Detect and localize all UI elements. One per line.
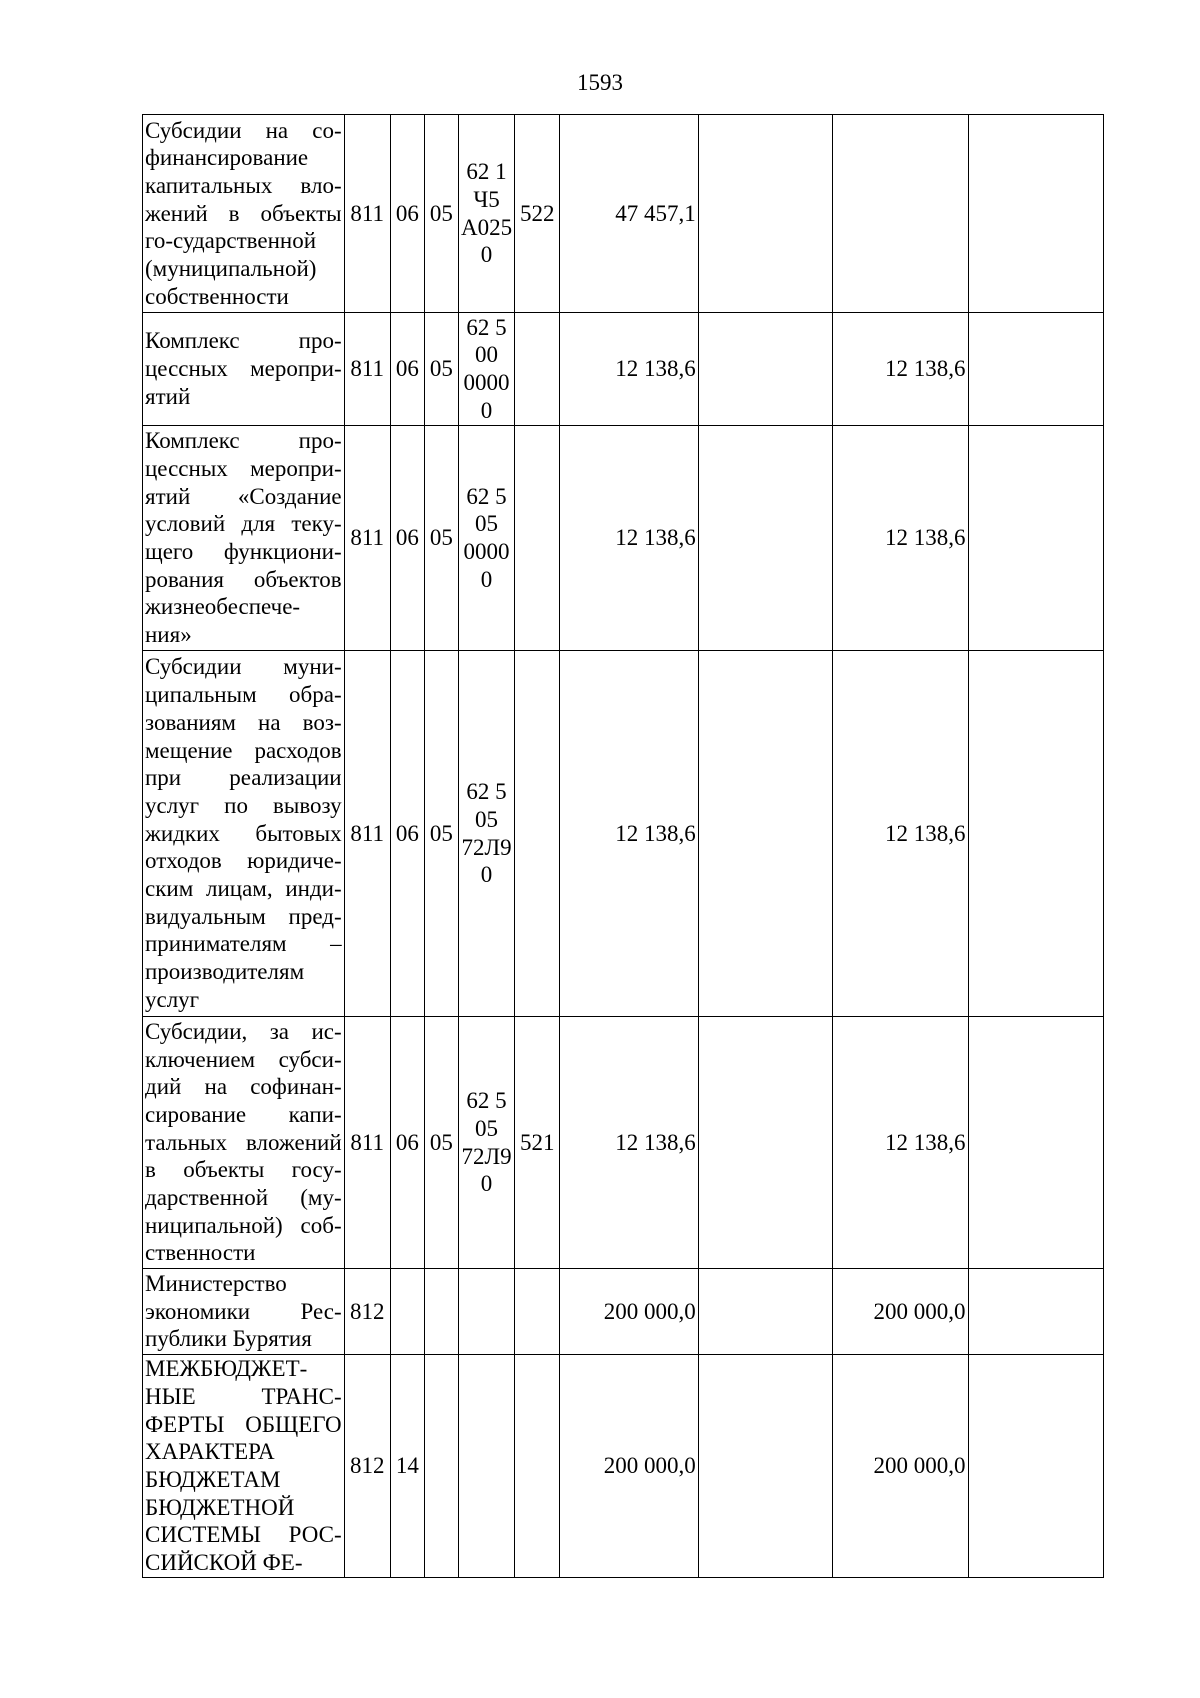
row-name-line: ния» (145, 622, 192, 648)
subsection-code: 05 (424, 115, 458, 313)
target-article-line: 0 (480, 1171, 493, 1197)
amount-total: 200 000,0 (560, 1355, 698, 1578)
row-name-line: Субсидии, за ис- (145, 1018, 342, 1044)
section-code: 06 (390, 1017, 424, 1269)
row-name-line: собственности (145, 283, 289, 309)
amount-republic: 12 138,6 (833, 426, 968, 651)
row-name (143, 426, 345, 651)
expense-type-code (515, 1355, 560, 1578)
target-article-code (458, 313, 514, 426)
expense-type-code (515, 426, 560, 651)
row-name-line: услуг (145, 986, 200, 1012)
row-name-line: го-сударственной (145, 228, 317, 254)
amount-total: 200 000,0 (560, 1269, 698, 1355)
row-name-line: ниципальной) соб- (145, 1212, 342, 1238)
expense-type-code (515, 651, 560, 1017)
row-name-line: ским лицам, инди- (145, 876, 342, 902)
target-article-line: 00 (475, 342, 499, 368)
row-name-line: производителям (145, 959, 305, 985)
target-article-code (458, 1017, 514, 1269)
glava-code: 811 (344, 1017, 390, 1269)
table-row (143, 426, 1104, 651)
row-name-line: ципальным обра- (145, 682, 342, 708)
row-name-line: (муниципальной) (145, 256, 317, 282)
row-name-line: жизнеобеспече- (145, 594, 301, 620)
amount-total: 47 457,1 (560, 115, 698, 313)
row-name-line: дарственной (му- (145, 1185, 342, 1211)
subsection-code: 05 (424, 426, 458, 651)
glava-code: 812 (344, 1355, 390, 1578)
row-name-line: ятий (145, 383, 191, 409)
row-name-line: ключением субси- (145, 1046, 342, 1072)
table-row (143, 313, 1104, 426)
target-article-line: 72Л9 (461, 1143, 512, 1169)
row-name-line: Министерство (145, 1270, 287, 1296)
target-article-line: 05 (475, 806, 499, 832)
amount-federal (698, 1355, 832, 1578)
amount-republic: 12 138,6 (833, 1017, 968, 1269)
target-article-line: 72Л9 (461, 834, 512, 860)
target-article-line: 0 (480, 397, 493, 423)
row-name-line: СИСТЕМЫ РОС- (145, 1522, 342, 1548)
row-name (143, 1355, 345, 1578)
target-article-line: 62 5 (466, 1088, 507, 1114)
target-article-code (458, 1355, 514, 1578)
row-name-line: НЫЕ ТРАНС- (145, 1383, 342, 1409)
glava-code: 811 (344, 313, 390, 426)
row-name-line: отходов юридиче- (145, 848, 342, 874)
row-name-line: цессных меропри- (145, 356, 342, 382)
target-article-line: 05 (475, 1115, 499, 1141)
amount-federal (698, 313, 832, 426)
amount-extra (968, 426, 1103, 651)
row-name-line: ХАРАКТЕРА (145, 1439, 275, 1465)
row-name-line: Комплекс про- (145, 428, 342, 454)
amount-extra (968, 651, 1103, 1017)
table-row (143, 651, 1104, 1017)
table-row (143, 1017, 1104, 1269)
target-article-code (458, 115, 514, 313)
row-name-line: жидких бытовых (145, 820, 342, 846)
row-name-line: Субсидии муни- (145, 654, 342, 680)
section-code: 14 (390, 1355, 424, 1578)
amount-extra (968, 313, 1103, 426)
row-name-line: капитальных вло- (145, 172, 342, 198)
amount-federal (698, 651, 832, 1017)
amount-extra (968, 1269, 1103, 1355)
expense-type-code (515, 313, 560, 426)
amount-federal (698, 426, 832, 651)
target-article-line: 0 (480, 566, 493, 592)
row-name-line: в объекты госу- (145, 1157, 342, 1183)
row-name-line: принимателям – (145, 931, 342, 957)
subsection-code: 05 (424, 313, 458, 426)
amount-total: 12 138,6 (560, 651, 698, 1017)
section-code: 06 (390, 426, 424, 651)
row-name-line: цессных меропри- (145, 455, 342, 481)
glava-code: 811 (344, 115, 390, 313)
row-name-line: мещение расходов (145, 737, 342, 763)
row-name-line: жений в объекты (145, 200, 342, 226)
row-name-line: при реализации (145, 765, 342, 791)
target-article-code (458, 426, 514, 651)
row-name (143, 651, 345, 1017)
target-article-line: 0 (480, 862, 493, 888)
row-name-line: МЕЖБЮДЖЕТ- (145, 1356, 308, 1382)
glava-code: 811 (344, 426, 390, 651)
row-name-line: Комплекс про- (145, 328, 342, 354)
glava-code: 811 (344, 651, 390, 1017)
amount-extra (968, 1017, 1103, 1269)
target-article-line: Ч5 (473, 186, 500, 212)
amount-republic: 200 000,0 (833, 1355, 968, 1578)
table-body (143, 115, 1104, 1578)
target-article-line: 62 5 (466, 314, 507, 340)
target-article-line: 62 5 (466, 779, 507, 805)
row-name-line: ятий «Создание (145, 483, 342, 509)
amount-federal (698, 1017, 832, 1269)
section-code: 06 (390, 313, 424, 426)
row-name (143, 1017, 345, 1269)
target-article-line: 05 (475, 511, 499, 537)
row-name-line: щего функциони- (145, 539, 342, 564)
row-name (143, 1269, 345, 1355)
section-code: 06 (390, 115, 424, 313)
target-article-code (458, 651, 514, 1017)
row-name-line: условий для теку- (145, 511, 342, 537)
expense-type-code: 522 (515, 115, 560, 313)
amount-republic: 12 138,6 (833, 651, 968, 1017)
row-name-line: услуг по вывозу (145, 792, 342, 818)
row-name-line: БЮДЖЕТАМ (145, 1467, 281, 1492)
row-name (143, 115, 345, 313)
row-name-line: финансирование (145, 145, 309, 171)
amount-total: 12 138,6 (560, 313, 698, 426)
row-name-line: экономики Рес- (145, 1298, 342, 1324)
section-code (390, 1269, 424, 1355)
target-article-line: 0000 (463, 539, 510, 564)
row-name-line: рования объектов (145, 566, 342, 592)
row-name-line: ственности (145, 1240, 256, 1266)
target-article-line: 0 (480, 242, 493, 268)
table-row (143, 1269, 1104, 1355)
expense-type-code (515, 1269, 560, 1355)
amount-total: 12 138,6 (560, 426, 698, 651)
row-name-line: ФЕРТЫ ОБЩЕГО (145, 1411, 342, 1437)
budget-table (142, 114, 1104, 1578)
table-row (143, 1355, 1104, 1578)
row-name-line: СИЙСКОЙ ФЕ- (145, 1550, 303, 1576)
subsection-code (424, 1355, 458, 1578)
amount-republic: 12 138,6 (833, 313, 968, 426)
row-name-line: БЮДЖЕТНОЙ (145, 1494, 295, 1520)
row-name-line: сирование капи- (145, 1101, 342, 1127)
target-article-line: 62 5 (466, 483, 507, 509)
row-name (143, 313, 345, 426)
subsection-code: 05 (424, 1017, 458, 1269)
amount-extra (968, 1355, 1103, 1578)
row-name-line: зованиям на воз- (145, 709, 342, 735)
amount-federal (698, 1269, 832, 1355)
glava-code: 812 (344, 1269, 390, 1355)
row-name-line: Субсидии на со- (145, 117, 342, 143)
row-name-line: тальных вложений (145, 1129, 342, 1155)
amount-federal (698, 115, 832, 313)
row-name-line: дий на софинан- (145, 1074, 342, 1100)
subsection-code (424, 1269, 458, 1355)
target-article-line: А025 (460, 214, 513, 240)
amount-total: 12 138,6 (560, 1017, 698, 1269)
amount-republic (833, 115, 968, 313)
row-name-line: видуальным пред- (145, 903, 342, 929)
target-article-line: 0000 (463, 370, 510, 395)
target-article-line: 62 1 (466, 159, 507, 185)
expense-type-code: 521 (515, 1017, 560, 1269)
amount-republic: 200 000,0 (833, 1269, 968, 1355)
row-name-line: публики Бурятия (145, 1326, 312, 1352)
amount-extra (968, 115, 1103, 313)
section-code: 06 (390, 651, 424, 1017)
subsection-code: 05 (424, 651, 458, 1017)
page-number: 1593 (577, 70, 623, 95)
table-row (143, 115, 1104, 313)
target-article-code (458, 1269, 514, 1355)
